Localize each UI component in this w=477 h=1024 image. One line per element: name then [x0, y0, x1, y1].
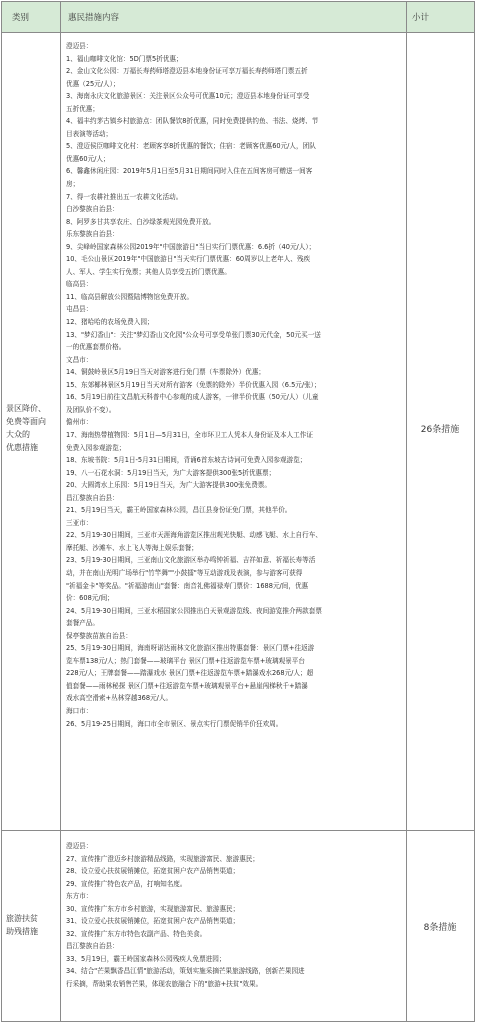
measure-line: 8、阿罗多甘共享农庄、白沙绿茶观光园免费开放。 [66, 217, 216, 226]
measure-line: 31、设立爱心扶贫展销摊位，拓宽贫困户农产品销售渠道； [66, 917, 240, 926]
header-measures: 惠民措施内容 [68, 13, 120, 23]
table-row [2, 32, 474, 831]
measures-list [66, 840, 406, 991]
measure-line: 6、馨鑫休闲庄园：2019年5月1日至5月31日期间同时入住在五间客房可赠送一间客 [66, 167, 313, 176]
category-line: 大众的 [6, 430, 30, 439]
measure-line: 五折优惠； [66, 104, 99, 113]
measure-line: 12、猪哈哈的农场免费入园； [66, 318, 154, 327]
measure-line: 儋州市： [66, 418, 93, 427]
measure-line: 屯昌县： [66, 305, 93, 314]
measure-line: "祈福金卡"等奖品。"祈福游南山"套餐：南音礼佛福禄寿门票价：1688元/间，优惠 [66, 581, 309, 590]
measure-line: 澄迈县： [66, 42, 93, 50]
category-line: 旅游扶贫 [6, 914, 38, 923]
measure-line: 白沙黎族自治县： [66, 205, 119, 214]
measure-line: 22、5月19-30日期间，三亚市天涯海角游览区推出观光快艇、动感飞艇、水上自行车、 [66, 531, 322, 540]
measure-line: 优惠60元/人； [66, 154, 110, 163]
measure-line: 2、金山文化公园：万福长寿药师塔澄迈县本地身份证可享万福长寿药师塔门票五折 [66, 67, 308, 76]
measure-line: 16、5月19日前往文昌航天科普中心参观的成人游客，一律半价优惠（50元/人）（儿童 [66, 393, 319, 402]
measure-line: 免费入园参观游览； [66, 443, 126, 452]
category-line: 免费等面向 [6, 417, 46, 426]
measure-line: 东方市： [66, 892, 93, 901]
measure-line: 3、海南永庆文化旅游景区：关注景区公众号可优惠10元；澄迈县本地身份证可享受 [66, 92, 310, 101]
category-line: 优惠措施 [6, 443, 38, 452]
measure-line: 房； [66, 180, 80, 189]
category-line: 助残措施 [6, 927, 38, 936]
measure-line: 价：608元/间； [66, 594, 114, 603]
category-cell [6, 402, 58, 454]
table-header [2, 2, 474, 33]
measure-line: 三亚市： [66, 518, 93, 527]
measure-line: 行采摘，帮助果农销售芒果，体现农旅融合下的"旅游+扶贫"效果。 [66, 980, 263, 989]
measure-line: 34、结合"芒果飘香昌江情"旅游活动，策划实施采摘芒果旅游线路，创新芒果园进 [66, 967, 305, 976]
measure-line: 1、福山咖啡文化馆：5D门票5折优惠； [66, 54, 183, 63]
measure-line: 15、东郊椰林景区5月19日当天对所有游客（免票的除外）半价优惠入园（6.5元/张）； [66, 380, 321, 389]
measure-line: 9、尖峰岭国家森林公园2019年"中国旅游日"当日实行门票优惠：6.6折（40元/人）； [66, 242, 316, 251]
header-count: 小计 [412, 13, 430, 23]
measure-line: 乐东黎族自治县： [66, 230, 119, 239]
measure-line: 21、5月19日当天，霸王岭国家森林公园，昌江县身份证免门票，其他半价。 [66, 506, 292, 515]
measure-line: 24、5月19-30日期间，三亚水稻国家公园推出白天景观游览线、夜间游览推介两款套票 [66, 606, 322, 615]
measure-line: 一的优惠套票价格。 [66, 343, 126, 352]
measure-line: 30、宣传推广东方市乡村旅游，实现旅游富民、旅游惠民； [66, 904, 240, 913]
measure-line: 动，并在南山光明广场举行"竹竿舞""小鼓擂"等互动游戏及表演，参与游客可获得 [66, 568, 303, 577]
measure-line: 14、铜鼓岭景区5月19日当天对游客进行免门票（车票除外）优惠； [66, 368, 266, 377]
measure-line: 28、设立爱心扶贫展销摊位，拓宽贫困户农产品销售渠道； [66, 867, 240, 876]
header-category: 类别 [12, 13, 30, 23]
category-line: 景区降价、 [6, 404, 46, 413]
measure-line: 保亭黎族苗族自治县： [66, 631, 132, 640]
measures-list [66, 40, 406, 730]
measure-line: 20、大圆湾水上乐园：5月19日当天，为广大游客提供300张免费票。 [66, 481, 271, 490]
measure-line: 昌江黎族自治县： [66, 942, 119, 951]
measure-line: 人、军人、学生实行免票；其他人员享受五折门票优惠。 [66, 267, 231, 276]
measure-line: 23、5月19-30日期间，三亚南山文化旅游区举办鸣钟祈福、吉祥如意、祈福长寿等活 [66, 556, 316, 565]
measure-line: 17、海南热带植物园：5月1日—5月31日，全市环卫工人凭本人身份证及本人工作证 [66, 430, 313, 439]
measure-line: 7、得一农耕社推出五一农耕文化活动。 [66, 192, 183, 201]
measure-line: 临高县： [66, 280, 93, 289]
measure-line: 海口市： [66, 706, 93, 715]
measure-line: 13、"梦幻香山"：关注"梦幻香山文化园"公众号可享受单张门票30元代金，50元买一送 [66, 330, 321, 339]
measure-line: 4、福丰约茅古镇乡村旅游点：团队餐饮8折优惠，同时免费提供钓鱼、书法、烧烤、节 [66, 117, 319, 126]
measure-line: 11、临高县解放公园暨陆博物馆免费开放。 [66, 292, 194, 301]
category-cell [6, 912, 58, 938]
measure-line: 澄迈县： [66, 842, 93, 850]
measure-line: 10、毛公山景区2019年"中国旅游日"当天实行门票优惠：60周岁以上老年人、残疾 [66, 255, 311, 264]
measure-line: 览车票138元/人；热门套餐——玻璃平台 景区门票+往返游览车票+玻璃观景平台 [66, 656, 305, 665]
measure-line: 目表演等活动； [66, 129, 113, 138]
measure-line: 摩托艇、沙滩车、水上飞人等海上娱乐套餐； [66, 543, 198, 552]
measure-line: 及团队价不变）。 [66, 405, 116, 414]
measure-line: 25、5月19-30日期间，海南呀诺达雨林文化旅游区推出特惠套餐：景区门票+往返游 [66, 644, 315, 653]
measure-line: 值套餐——雨林秘探 景区门票+往返游览车票+玻璃观景平台+悬崖闯梯秋千+踏瀑 [66, 681, 308, 690]
measures-table [1, 1, 475, 1022]
measure-line: 228元/人；王牌套餐——踏瀑戏水 景区门票+往返游览车票+踏瀑戏水268元/人；超 [66, 669, 314, 678]
measure-line: 33、5月19日，霸王岭国家森林公园残疾人免票进园； [66, 954, 226, 963]
count-cell: 26条措施 [420, 425, 460, 435]
measure-line: 昌江黎族自治县： [66, 493, 119, 502]
measure-line: 5、澄迈侯臣咖啡文化村：老顾客享8折优惠的餐饮；住宿：老顾客优惠60元/人，团队 [66, 142, 316, 151]
measure-line: 32、宣传推广东方市特色农副产品、特色美食。 [66, 929, 207, 938]
count-cell: 8条措施 [423, 923, 457, 933]
measure-line: 18、东坡书院：5月1日-5月31日期间，背诵6首东坡古诗词可免费入园参观游览； [66, 456, 307, 465]
measure-line: 26、5月19-25日期间，海口市全市景区、景点实行门票促销半价狂欢周。 [66, 719, 283, 728]
measure-line: 19、八一石花水洞：5月19日当天，为广大游客提供300张5折优惠票； [66, 468, 276, 477]
table-row [2, 830, 474, 1021]
measure-line: 29、宣传推广特色农产品，打响知名度。 [66, 879, 187, 888]
measure-line: 套餐产品。 [66, 619, 99, 628]
measure-line: 27、宣传推广澄迈乡村旅游精品线路，实现旅游富民、旅游惠民； [66, 854, 260, 863]
measure-line: 戏水高空滑索+丛林穿越368元/人。 [66, 694, 173, 703]
measure-line: 文昌市： [66, 355, 93, 364]
measure-line: 优惠（25元/人）； [66, 79, 120, 88]
